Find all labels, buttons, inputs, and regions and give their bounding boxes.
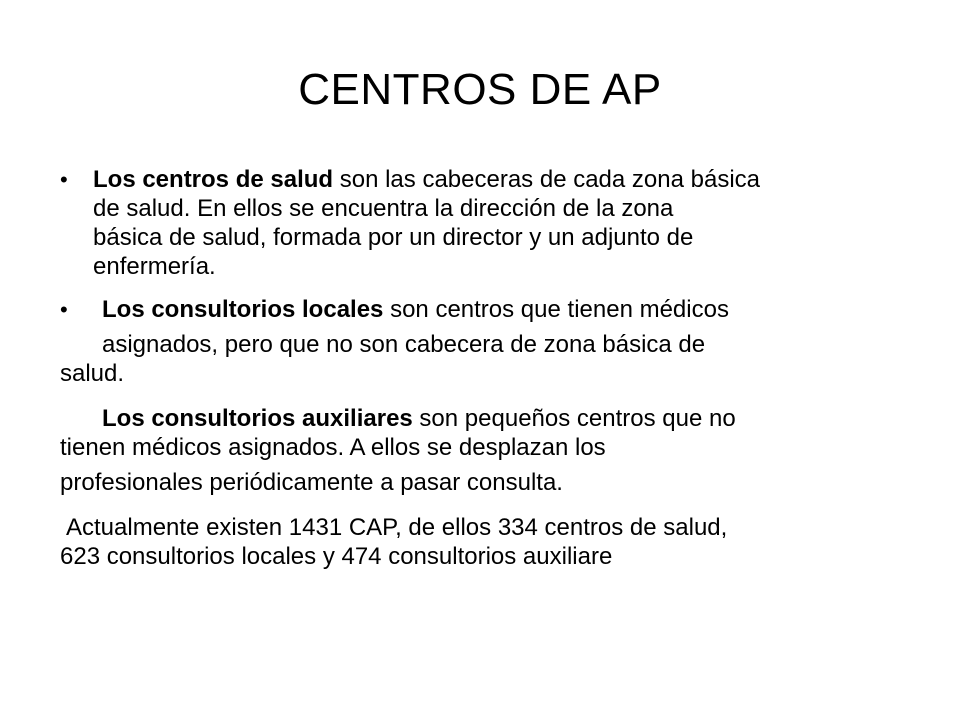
text-line — [93, 165, 910, 194]
text-line: 623 consultorios locales y 474 consultorios auxiliare — [60, 543, 613, 570]
bullet-icon: • — [60, 167, 68, 192]
text-line — [60, 295, 910, 324]
paragraph-consultorios-auxiliares — [60, 404, 910, 497]
bold-term: Los centros de salud — [93, 166, 334, 193]
text-run: son centros que tienen médicos — [383, 296, 729, 323]
bold-term: Los consultorios auxiliares — [102, 405, 413, 432]
bullet-icon: • — [60, 297, 68, 322]
text-line: tienen médicos asignados. A ellos se desplazan los — [60, 434, 606, 461]
paragraph-consultorios-locales — [60, 295, 910, 388]
text-line: salud. — [60, 360, 125, 387]
text-line: Actualmente existen 1431 CAP, de ellos 334 centros de salud, — [66, 514, 728, 541]
slide-body — [60, 165, 910, 571]
text-run: son pequeños centros que no — [412, 405, 736, 432]
paragraph-actualmente — [60, 513, 910, 571]
bold-term: Los consultorios locales — [102, 296, 384, 323]
paragraph-centros-de-salud — [60, 165, 910, 281]
text-line: básica de salud, formada por un director y un adjunto de — [93, 224, 694, 251]
text-line: enfermería. — [93, 253, 216, 280]
text-line: asignados, pero que no son cabecera de zona básica de — [102, 331, 706, 358]
slide-title: CENTROS DE AP — [298, 65, 662, 114]
text-line: de salud. En ellos se encuentra la dirección de la zona — [93, 195, 674, 222]
text-line — [60, 404, 910, 433]
text-run: son las cabeceras de cada zona básica — [333, 166, 760, 193]
text-line: profesionales periódicamente a pasar consulta. — [60, 469, 563, 496]
